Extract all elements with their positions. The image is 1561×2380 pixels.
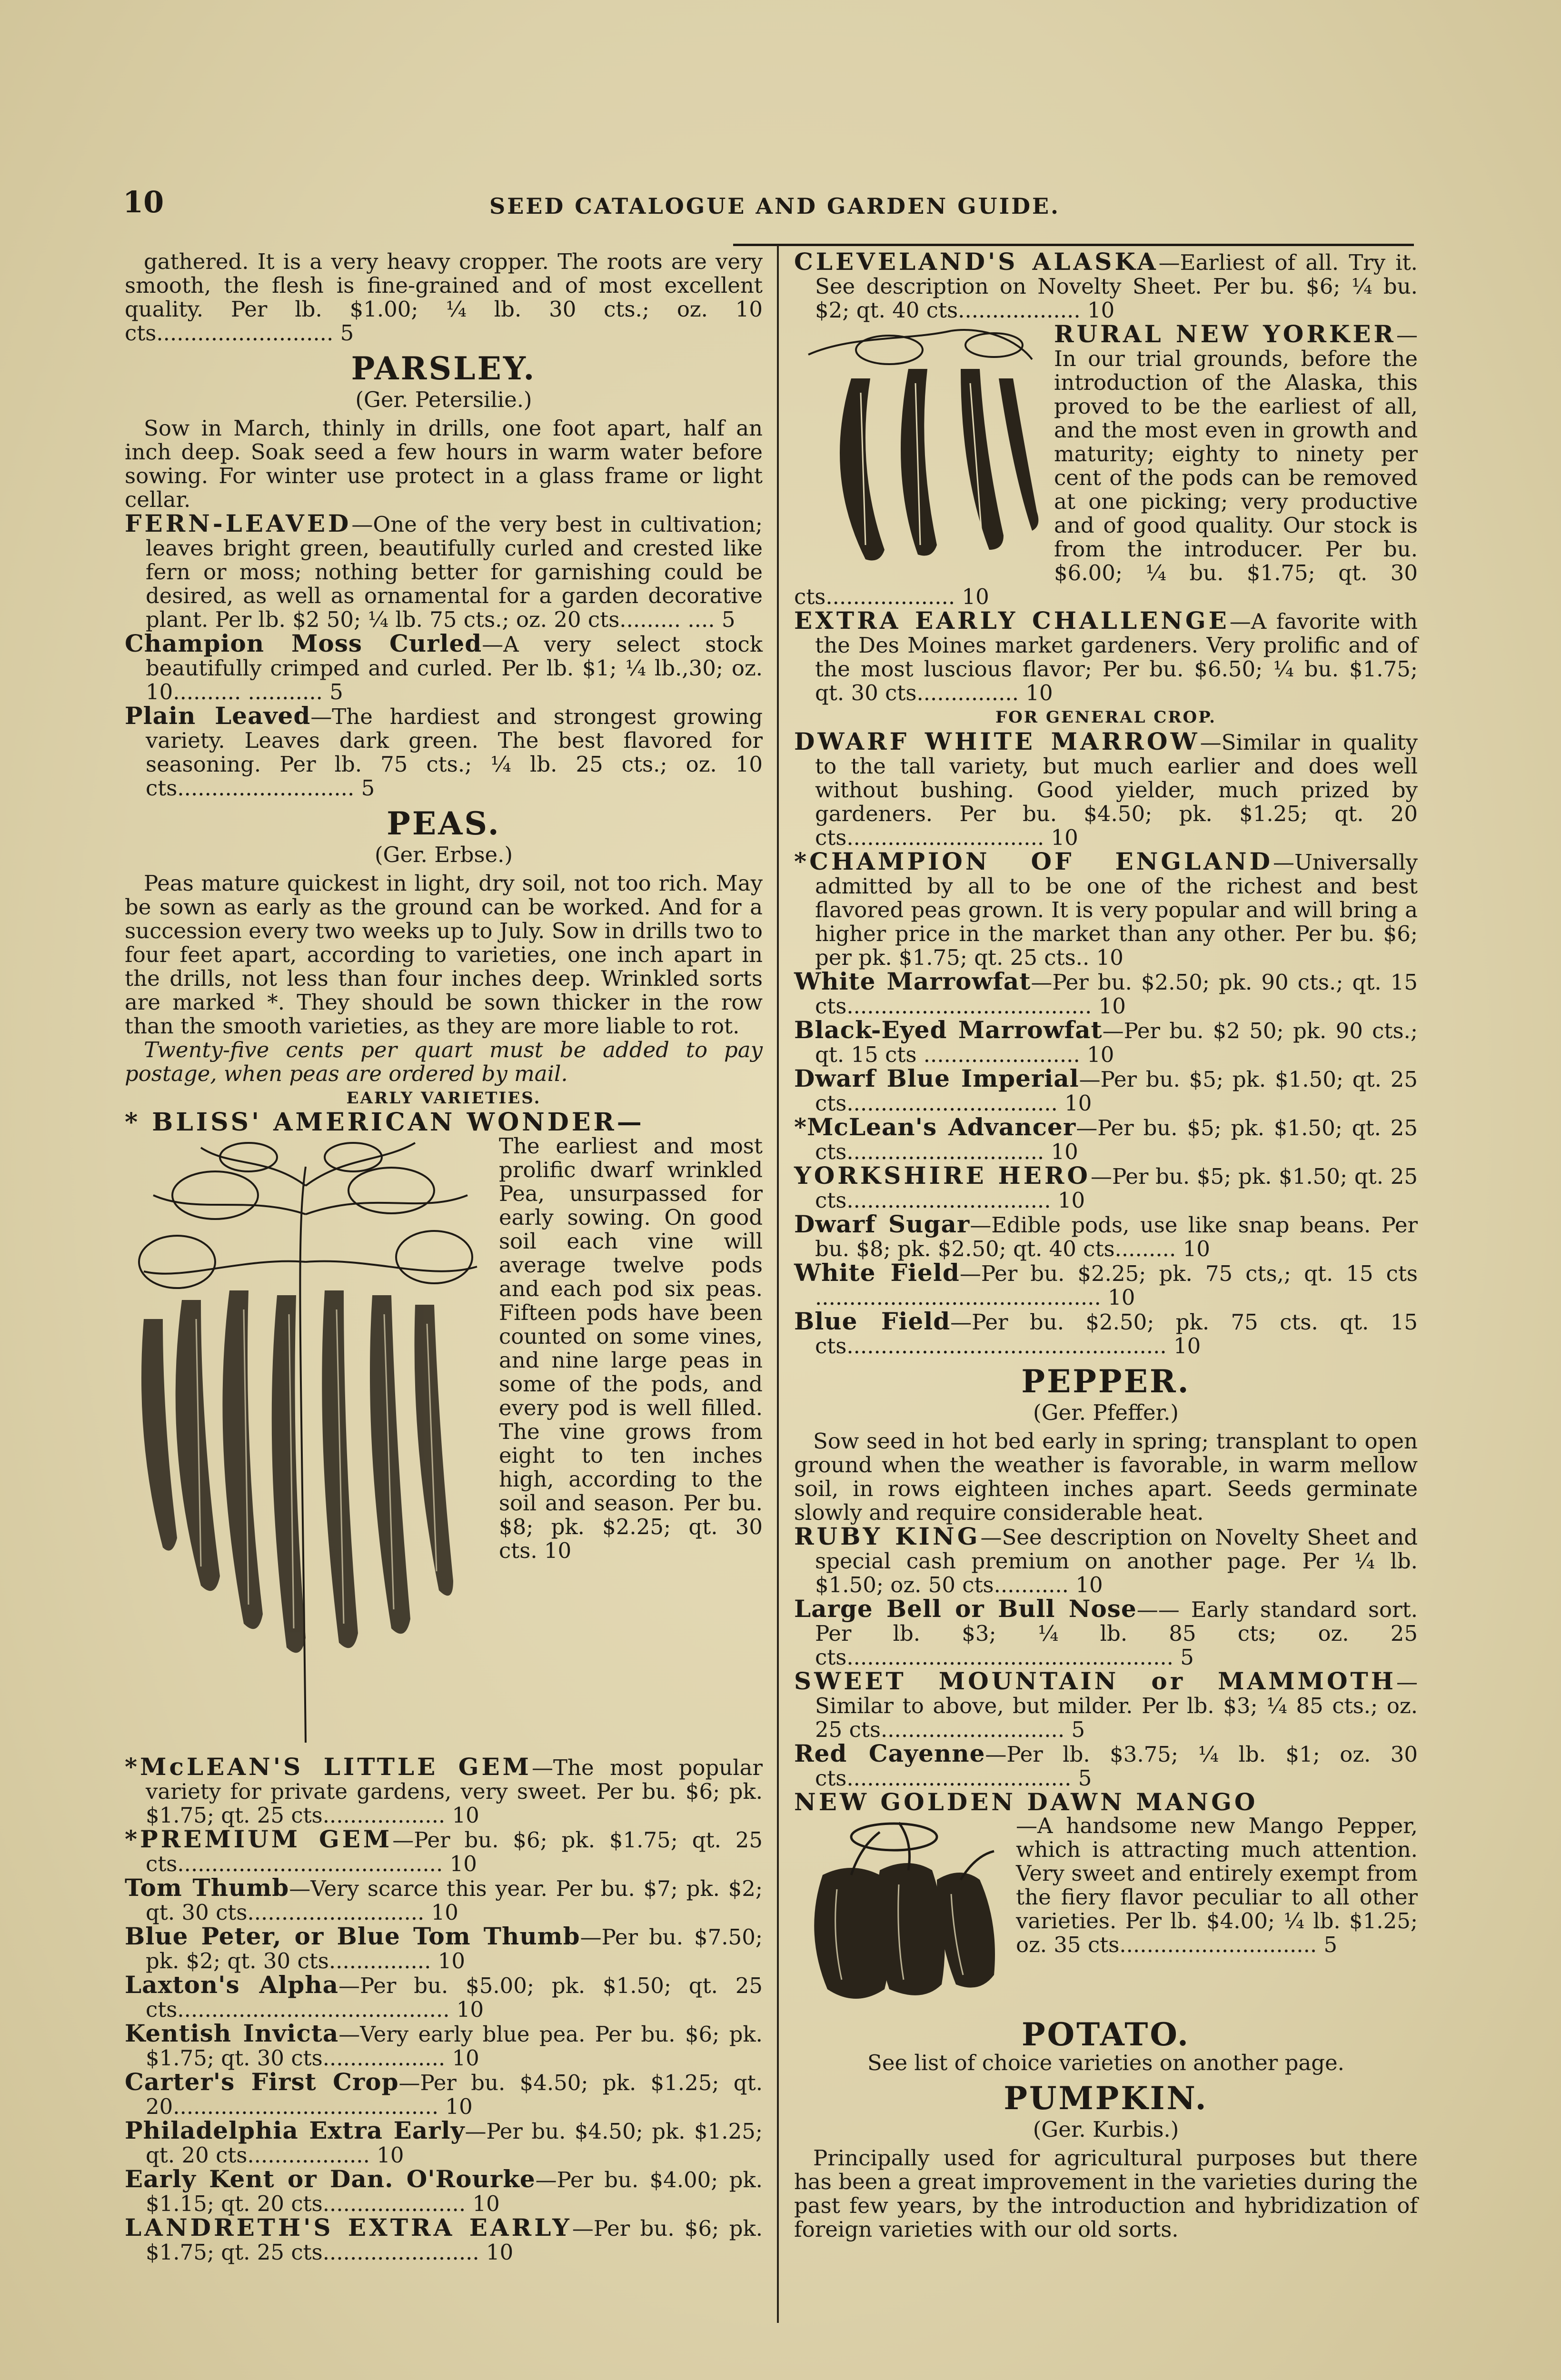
peas-entry bbox=[125, 2019, 763, 2071]
page-number: 10 bbox=[123, 185, 164, 219]
parsley-subtitle: (Ger. Petersilie.) bbox=[355, 387, 532, 412]
entry-name: Carter's First Crop bbox=[125, 2068, 399, 2096]
pepper-engraving bbox=[794, 1818, 1004, 2008]
general-entry bbox=[794, 1064, 1418, 1116]
entry-name: Large Bell or Bull Nose bbox=[794, 1595, 1137, 1623]
entry-name: White Field bbox=[794, 1259, 960, 1287]
entry-name: Dwarf Blue Imperial bbox=[794, 1064, 1079, 1092]
parsley-entry bbox=[125, 704, 763, 800]
entry-text: —Very early blue pea. Per bu. $6; pk. $1.75; qt. 30 cts.................. bbox=[146, 2022, 763, 2071]
entry-price-num: 10 bbox=[431, 1900, 458, 1925]
potato-title: POTATO. bbox=[1022, 2016, 1190, 2053]
parsley-title: PARSLEY. bbox=[351, 350, 537, 387]
entry-price-num: 10 bbox=[377, 2142, 404, 2168]
entry-name: Blue Peter, or Blue Tom Thumb bbox=[125, 1922, 580, 1950]
entry-text: —Per bu. $4.50; pk. $1.25; qt. 20....................................... bbox=[146, 2070, 763, 2119]
entry-price-num: 10 bbox=[1098, 993, 1126, 1019]
entry-text: —— Early standard sort. Per lb. $3; ¼ lb. 85 cts; oz. 25 cts................................................ bbox=[815, 1597, 1418, 1670]
entry-text: —Similar in quality to the tall variety, but much earlier and does well without bushing. Good yielder, much prized by gardeners. Per bu. $4.50; pk. $1.25; qt. 20 cts............................. bbox=[815, 730, 1418, 850]
peas-entry bbox=[125, 2167, 763, 2216]
alaska-entry bbox=[794, 250, 1418, 322]
header-rule bbox=[733, 244, 1414, 246]
column-divider bbox=[777, 245, 779, 2323]
right-column bbox=[794, 250, 1418, 2241]
entry-name: YORKSHIRE HERO bbox=[794, 1161, 1091, 1190]
entry-text: —Per bu. $4.00; pk. $1.15; qt. 20 cts..................... bbox=[146, 2167, 763, 2216]
entry-text: —Similar to above, but milder. Per lb. $3; ¼ 85 cts.; oz. 25 cts........................... bbox=[815, 1669, 1418, 1742]
entry-name: Early Kent or Dan. O'Rourke bbox=[125, 2165, 536, 2193]
postage-note: Twenty-five cents per quart must be added to pay postage, when peas are ordered by mail. bbox=[125, 1037, 763, 1086]
mango-name: NEW GOLDEN DAWN MANGO bbox=[794, 1788, 1258, 1816]
entry-name: CLEVELAND'S ALASKA bbox=[794, 248, 1159, 276]
general-entry bbox=[794, 847, 1418, 970]
pumpkin-subtitle: (Ger. Kurbis.) bbox=[1033, 2117, 1179, 2142]
entry-text: —Per bu. $2.50; pk. 75 cts. qt. 15 cts............................................... bbox=[815, 1309, 1418, 1359]
peas-entry bbox=[125, 2070, 763, 2119]
mango-text: —A handsome new Mango Pepper, which is attracting much attention. Very sweet and entirely exempt from the fiery flavor peculiar to all other varieties. Per lb. $4.00; ¼ lb. $1.25; oz. 35 cts............................. bbox=[1016, 1813, 1418, 1957]
entry-price-num: 10 bbox=[1096, 945, 1124, 970]
pepper-entry bbox=[794, 1522, 1418, 1597]
peas-entry bbox=[125, 1827, 763, 1876]
entry-text: —The hardiest and strongest growing variety. Leaves dark green. The best flavored for seasoning. Per lb. 75 cts.; ¼ lb. 25 cts.; oz. 10 cts.......................... bbox=[146, 704, 763, 801]
entry-name: *CHAMPION OF ENGLAND bbox=[794, 847, 1273, 875]
entry-text: —Per bu. $2 50; pk. 90 cts.; qt. 15 cts ....................... bbox=[815, 1018, 1418, 1067]
general-entry bbox=[794, 727, 1418, 850]
entry-name: *McLEAN'S LITTLE GEM bbox=[125, 1753, 532, 1781]
general-entry bbox=[794, 1115, 1418, 1164]
pepper-entry bbox=[794, 1669, 1418, 1742]
entry-text: —The most popular variety for private gardens, very sweet. Per bu. $6; pk. $1.75; qt. 25 cts.................. bbox=[146, 1755, 763, 1828]
pumpkin-intro: Principally used for agricultural purposes but there has been a great improvement in the varieties during the past few years, by the introduction and hybridization of foreign varieties with our old sorts. bbox=[794, 2145, 1418, 2242]
entry-name: SWEET MOUNTAIN or MAMMOTH bbox=[794, 1667, 1396, 1695]
general-entry bbox=[794, 1212, 1418, 1261]
entry-name: Champion Moss Curled bbox=[125, 629, 482, 657]
pepper-entry bbox=[794, 1597, 1418, 1669]
pea-pod-engraving bbox=[794, 326, 1042, 564]
entry-text: —Very scarce this year. Per bu. $7; pk. $2; qt. 30 cts.......................... bbox=[146, 1876, 763, 1925]
entry-text: —Per bu. $5.00; pk. $1.50; qt. 25 cts........................................ bbox=[146, 1973, 763, 2022]
peas-entry bbox=[125, 1973, 763, 2022]
entry-name: DWARF WHITE MARROW bbox=[794, 727, 1200, 755]
entry-text: —Per bu. $2.25; pk. 75 cts,; qt. 15 cts .......................................... bbox=[815, 1261, 1418, 1310]
bliss-text: The earliest and most prolific dwarf wrinkled Pea, unsurpassed for early sowing. On good soil each vine will average twelve pods and each pod six peas. Fifteen pods have been counted on some vines, and nine large peas in some of the pods, and every pod is well filled. The vine grows from eight to ten inches high, according to the soil and season. Per bu. $8; pk. $2.25; qt. 30 cts. bbox=[499, 1133, 763, 1563]
parsley-entry bbox=[125, 509, 763, 632]
entry-name: RURAL NEW YORKER bbox=[1054, 320, 1396, 348]
entry-text: —Per bu. $7.50; pk. $2; qt. 30 cts............... bbox=[146, 1924, 763, 1973]
entry-text: —Per bu. $4.50; pk. $1.25; qt. 20 cts.................. bbox=[146, 2119, 763, 2168]
entry-text: —Per bu. $5; pk. $1.50; qt. 25 cts............................. bbox=[815, 1115, 1418, 1164]
entry-price-num: 10 bbox=[452, 2045, 479, 2071]
entry-price-num: 10 bbox=[1087, 1042, 1114, 1067]
entry-price-num: 10 bbox=[1183, 1236, 1210, 1261]
entry-name: Kentish Invicta bbox=[125, 2019, 339, 2047]
entry-price-num: 10 bbox=[452, 1803, 479, 1828]
peas-entry bbox=[125, 1876, 763, 1924]
entry-price-num: 10 bbox=[456, 1997, 484, 2022]
pepper-entry bbox=[794, 1739, 1418, 1791]
entry-name: *McLean's Advancer bbox=[794, 1113, 1076, 1141]
entry-price-num: 5 bbox=[329, 679, 343, 704]
peas-intro: Peas mature quickest in light, dry soil, not too rich. May be sown as early as the ground can be worked. And for a succession every two weeks up to July. Sow in drills two to four feet apart, according to varieties, one inch apart in the drills, not less than four inches deep. Wrinkled sorts are marked *. They should be sown thicker in the row than the smooth varieties, as they are more liable to rot. bbox=[125, 871, 763, 1039]
entry-price-num: 5 bbox=[1078, 1765, 1092, 1791]
entry-name: RUBY KING bbox=[794, 1522, 981, 1550]
entry-price-num: 5 bbox=[361, 775, 375, 801]
entry-text: —Universally admitted by all to be one of the richest and best flavored peas grown. It is very popular and will bring a higher price in the market than any other. Per bu. $6; per pk. $1.75; qt. 25 cts.. bbox=[815, 850, 1418, 970]
entry-text: —Earliest of all. Try it. See description on Novelty Sheet. Per bu. $6; ¼ bu. $2; qt. 40 cts.................. bbox=[815, 250, 1418, 323]
pumpkin-title: PUMPKIN. bbox=[1004, 2080, 1208, 2117]
bliss-price-num: 10 bbox=[544, 1538, 572, 1563]
challenge-entry bbox=[794, 606, 1418, 705]
entry-text: —One of the very best in cultivation; leaves bright green, beautifully curled and crested like fern or moss; nothing better for garnishing could be desired, as well as ornamental for a garden decorative plant. Per lb. $2 50; ¼ lb. 75 cts.; oz. 20 cts......... .... bbox=[146, 512, 763, 632]
continued-text: gathered. It is a very heavy cropper. The roots are very smooth, the flesh is fine-grained and of most excellent quality. Per lb. $1.00; ¼ lb. 30 cts.; oz. 10 cts.......................... 5 bbox=[125, 249, 763, 346]
general-entry bbox=[794, 1161, 1418, 1213]
entry-price-num: 10 bbox=[1064, 1091, 1092, 1116]
entry-price-num: 10 bbox=[1075, 1572, 1103, 1597]
entry-name: LANDRETH'S EXTRA EARLY bbox=[125, 2213, 572, 2241]
mango-price-num: 5 bbox=[1323, 1932, 1338, 1957]
pepper-intro: Sow seed in hot bed early in spring; transplant to open ground when the weather is favorable, in warm mellow soil, in rows eighteen inches apart. Seeds germinate slowly and require considerable heat. bbox=[794, 1428, 1418, 1525]
entry-price-num: 10 bbox=[1025, 680, 1053, 705]
entry-name: Philadelphia Extra Early bbox=[125, 2116, 465, 2144]
peas-title: PEAS. bbox=[387, 805, 501, 842]
entry-name: Red Cayenne bbox=[794, 1739, 985, 1767]
entry-text: —In our trial grounds, before the introduction of the Alaska, this proved to be the earliest of all, and the most even in growth and maturity; eighty to ninety per cent of the pods can be removed at one picking; very productive and of good quality. Our stock is from the introducer. Per bu. $6.00; ¼ bu. $1.75; qt. 30 cts................... bbox=[794, 322, 1418, 609]
potato-text: See list of choice varieties on another page. bbox=[867, 2050, 1344, 2075]
entry-price-num: 10 bbox=[1051, 1139, 1078, 1164]
entry-price-num: 10 bbox=[1108, 1285, 1135, 1310]
peas-entry bbox=[125, 1924, 763, 1973]
bliss-name: * BLISS' AMERICAN WONDER— bbox=[125, 1108, 645, 1137]
entry-price-num: 10 bbox=[1173, 1333, 1201, 1359]
entry-text: —Edible pods, use like snap beans. Per bu. $8; pk. $2.50; qt. 40 cts......... bbox=[815, 1212, 1418, 1261]
entry-name: Blue Field bbox=[794, 1307, 951, 1335]
left-column bbox=[125, 250, 763, 2264]
parsley-intro: Sow in March, thinly in drills, one foot apart, half an inch deep. Soak seed a few hours in warm water before sowing. For winter use protect in a glass frame or light cellar. bbox=[125, 416, 763, 512]
entry-price-num: 10 bbox=[486, 2240, 514, 2265]
entry-text: —Per bu. $2.50; pk. 90 cts.; qt. 15 cts.................................... bbox=[815, 970, 1418, 1019]
entry-text: —A very select stock beautifully crimped and curled. Per lb. $1; ¼ lb.,30; oz. 10.......... ........... bbox=[146, 632, 763, 704]
entry-price-num: 10 bbox=[962, 584, 989, 609]
entry-text: —Per lb. $3.75; ¼ lb. $1; oz. 30 cts................................. bbox=[815, 1742, 1418, 1791]
general-entry bbox=[794, 1309, 1418, 1358]
entry-price-num: 10 bbox=[449, 1851, 477, 1876]
entry-name: Laxton's Alpha bbox=[125, 1971, 339, 1999]
entry-name: *PREMIUM GEM bbox=[125, 1825, 393, 1853]
general-entry bbox=[794, 967, 1418, 1019]
pepper-title: PEPPER. bbox=[1021, 1363, 1191, 1400]
early-varieties-heading: EARLY VARIETIES. bbox=[346, 1089, 541, 1108]
peas-entry bbox=[125, 1755, 763, 1827]
entry-name: Black-Eyed Marrowfat bbox=[794, 1016, 1103, 1044]
general-entry bbox=[794, 1018, 1418, 1067]
entry-text: —Per bu. $6; pk. $1.75; qt. 25 cts....................... bbox=[146, 2216, 763, 2265]
entry-price-num: 10 bbox=[437, 1948, 465, 1973]
entry-text: —A favorite with the Des Moines market gardeners. Very prolific and of the most luscious flavor; Per bu. $6.50; ¼ bu. $1.75; qt. 30 cts............... bbox=[815, 609, 1418, 705]
entry-price-num: 10 bbox=[1087, 298, 1115, 323]
entry-price-num: 10 bbox=[445, 2094, 473, 2119]
entry-name: Tom Thumb bbox=[125, 1874, 289, 1902]
entry-name: FERN-LEAVED bbox=[125, 509, 352, 537]
general-entry bbox=[794, 1261, 1418, 1309]
parsley-entry bbox=[125, 629, 763, 704]
peas-entry bbox=[125, 2213, 763, 2265]
entry-name: Dwarf Sugar bbox=[794, 1210, 970, 1238]
peas-entry bbox=[125, 2116, 763, 2168]
entry-name: Plain Leaved bbox=[125, 702, 311, 730]
pepper-subtitle: (Ger. Pfeffer.) bbox=[1033, 1400, 1179, 1425]
peas-subtitle: (Ger. Erbse.) bbox=[374, 842, 513, 867]
entry-price-num: 10 bbox=[1051, 825, 1078, 850]
page-title: SEED CATALOGUE AND GARDEN GUIDE. bbox=[489, 193, 1061, 219]
entry-name: EXTRA EARLY CHALLENGE bbox=[794, 606, 1230, 635]
entry-price-num: 5 bbox=[721, 607, 736, 632]
pea-plant-engraving bbox=[125, 1138, 487, 1752]
entry-text: —Per bu. $6; pk. $1.75; qt. 25 cts....................................... bbox=[146, 1827, 763, 1876]
entry-price-num: 5 bbox=[1180, 1645, 1194, 1670]
entry-name: White Marrowfat bbox=[794, 967, 1031, 995]
page-header bbox=[123, 185, 1418, 218]
entry-price-num: 10 bbox=[472, 2191, 500, 2216]
entry-text: —See description on Novelty Sheet and special cash premium on another page. Per ¼ lb. $1.50; oz. 50 cts........... bbox=[815, 1525, 1418, 1597]
general-crop-heading: FOR GENERAL CROP. bbox=[995, 708, 1216, 727]
entry-text: —Per bu. $5; pk. $1.50; qt. 25 cts............................... bbox=[815, 1067, 1418, 1116]
entry-text: —Per bu. $5; pk. $1.50; qt. 25 cts.............................. bbox=[815, 1164, 1418, 1213]
entry-price-num: 10 bbox=[1057, 1188, 1085, 1213]
entry-price-num: 5 bbox=[1071, 1717, 1085, 1742]
